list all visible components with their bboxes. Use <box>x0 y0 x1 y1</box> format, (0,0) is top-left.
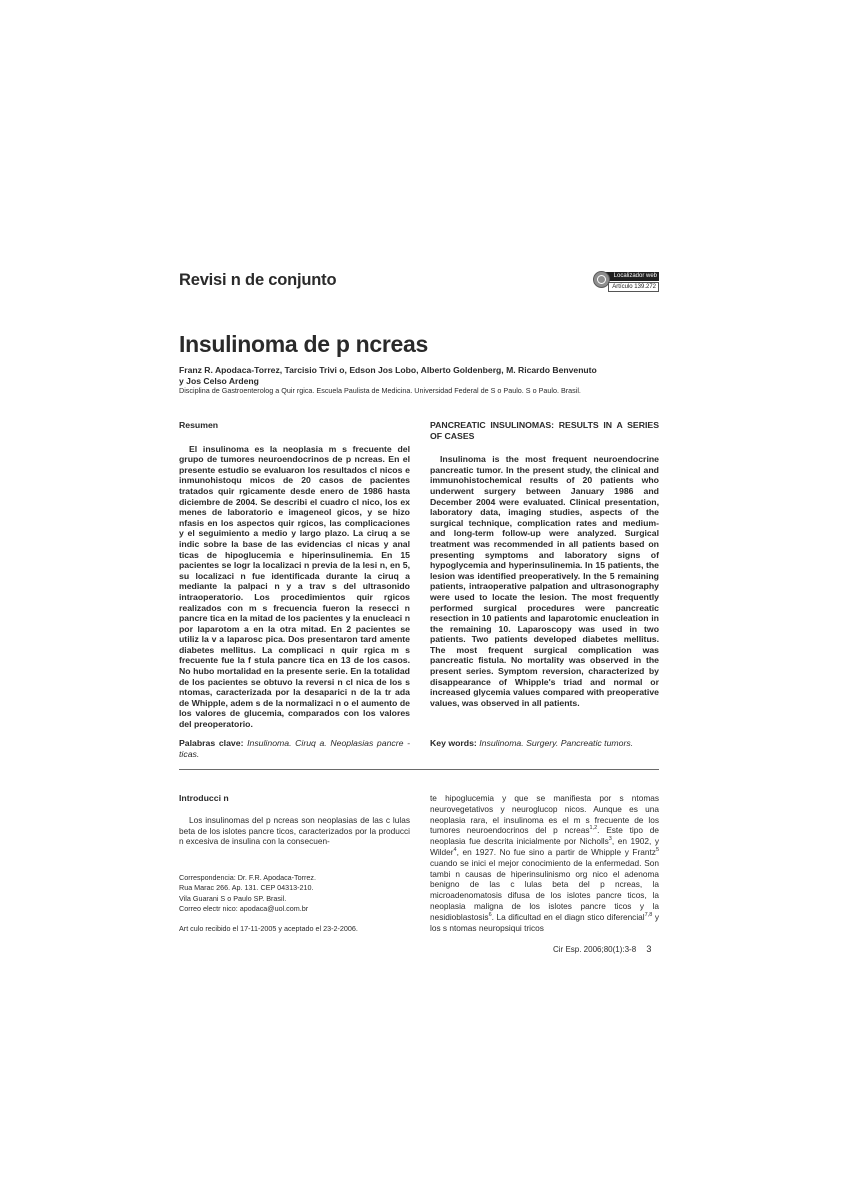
intro-paragraph-2: te hipoglucemia y que se manifiesta por s ntomas neurovegetativos y neuroglucop nicos. Aunque es una neoplasia rara, el insulinoma es el m s frecuente de los tumores neuroendocrinos del p ncreas$^{1,2}$. Este tipo de neoplasia fue descrita inicialmente por Nicholls$^3$, en 1902, y Wilder$^4$, en 1927. No fue sino a partir de Whipple y Frantz$^5$ cuando se inici el mejor conocimiento de la enfermedad. Son tambi n causas de hiperinsulinismo org nico el adenoma benigno de las c lulas beta del p ncreas, la microadenomatosis difusa de los islotes pancre ticos, la neoplasia maligna de los islotes pancre ticos y la nesidioblastosis$^6$. La dificultad en el diagn stico diferencial$^{7,8}$ y los s ntomas neuropsiqui tricos <box>430 793 659 933</box>
keywords-en <box>430 738 659 749</box>
author-list <box>179 365 659 386</box>
abstract-es-text: El insulinoma es la neoplasia m s frecuente del grupo de tumores neuroendocrinos de p ncreas. En el presente estudio se evaluaron los resultados cl nicos e inmunohistoqu micos de 20 casos de pacientes tratados quir rgicamente desde enero de 1986 hasta diciembre de 2004. Se describi el cuadro cl nico, los ex menes de laboratorio e imageneol gicos, y se hizo nfasis en los aspectos quir rgicos, las complicaciones y el seguimiento a medio y largo plazo. La ciruq a se indic sobre la base de las evidencias cl nicas y anal ticas de hipoglucemia e hiperinsulinemia. En 15 pacientes se logr la localizaci n previa de la lesi n, en 5, su localizaci n fue identificada durante la ciruq a mediante la palpaci n y a trav s del ultrasonido intraoperatorio. Los procedimientos quir rgicos realizados con m s frecuencia fueron la resecci n pancre tica en la mitad de los pacientes y la enucleaci n por laparotom a en la otra mitad. En 2 pacientes se utiliz la v a laparosc pica. Dos presentaron tard amente diabetes mellitus. La complicaci n quir rgica m s frecuente fue la f stula pancre tica en 13 de los casos. No hubo mortalidad en la presente serie. En la totalidad de los pacientes se obtuvo la reversi n cl nica de los s ntomas, caracterizada por la desaparici n de la tr ada de Whipple, adem s de la normalizaci n o el aumento de los valores de glucemia, comparados con los valores del preoperatorio. <box>179 443 410 730</box>
web-locator-badge[interactable] <box>593 270 659 294</box>
abstract-es <box>179 420 410 730</box>
abstract-en <box>430 420 659 708</box>
page-number: 3 <box>646 944 652 954</box>
keywords-en-label: Key words: <box>430 738 477 748</box>
page-footer <box>553 944 651 954</box>
web-locator-ref: Artículo 139.272 <box>608 282 659 292</box>
section-divider <box>179 769 659 770</box>
keywords-en-text: Insulinoma. Surgery. Pancreatic tumors. <box>479 738 634 748</box>
abstract-en-heading: PANCREATIC INSULINOMAS: RESULTS IN A SERIES OF CASES <box>430 420 659 441</box>
web-locator-label: Localizador web <box>604 272 659 281</box>
correspondence <box>179 873 410 934</box>
received-date: Art culo recibido el 17-11-2005 y aceptado el 23-2-2006. <box>179 924 358 934</box>
authors-line-2: y Jos Celso Ardeng <box>179 375 259 386</box>
journal-citation: Cir Esp. 2006;80(1):3-8 <box>553 945 637 954</box>
correspondence-line-2: Rua Marac 266. Ap. 131. CEP 04313-210. <box>179 883 314 893</box>
keywords-es-label: Palabras clave: <box>179 738 244 748</box>
correspondence-line-3: Vila Guarani S o Paulo SP. Brasil. <box>179 893 287 903</box>
section-label: Revisi n de conjunto <box>179 271 337 289</box>
abstract-en-text: Insulinoma is the most frequent neuroendocrine pancreatic tumor. In the present study, the clinical and immunohistochemical results of 20 patients who underwent surgery between January 1986 and December 2004 were evaluated. Clinical presentation, laboratory data, imaging studies, aspects of the surgical technique, complication rates and medium- and long-term follow-up were analyzed. Surgical treatment was recommended in all patients based on presenting symptoms and laboratory signs of hypoglycemia and hyperinsulinemia. In 15 patients, the lesion was identified preoperatively. In the 5 remaining patients, intraoperative palpation and ultrasonography were used to locate the lesion. The most frequently performed surgical procedures were pancreatic resection in 10 patients and laparotomic enucleation in the remaining 10. Laparoscopy was used in two patients. Two patients developed diabetes mellitus. The most frequent surgical complication was pancreatic fistula. No mortality was observed in the present series. Symptom reversion, characterized by disappearance of Whipple's triad and normal or increased glycemia values compared with preoperative values, was observed in all patients. <box>430 454 659 708</box>
correspondence-line-1: Correspondencia: Dr. F.R. Apodaca-Torrez. <box>179 873 317 882</box>
intro-left <box>179 793 410 847</box>
affiliation: Disciplina de Gastroenterolog a Quir rgica. Escuela Paulista de Medicina. Universidad Federal de S o Paulo. S o Paulo. Brasil. <box>179 386 581 395</box>
intro-right <box>430 793 659 933</box>
intro-heading: Introducci n <box>179 793 229 803</box>
keywords-es <box>179 738 410 759</box>
correspondence-email: Correo electr nico: apodaca@uol.com.br <box>179 903 309 913</box>
keywords-es-text: Insulinoma. Ciruq a. Neoplasias pancre -ticas. <box>179 738 410 759</box>
authors-line-1: Franz R. Apodaca-Torrez, Tarcisio Trivi o, Edson Jos Lobo, Alberto Goldenberg, M. Ricardo Benvenuto <box>179 365 597 375</box>
intro-paragraph-1: Los insulinomas del p ncreas son neoplasias de las c lulas beta de los islotes pancre ticos, caracterizados por la producci n excesiva de insulina con la consecuen- <box>179 814 410 847</box>
article-title: Insulinoma de p ncreas <box>179 331 429 357</box>
abstract-es-heading: Resumen <box>179 420 219 430</box>
